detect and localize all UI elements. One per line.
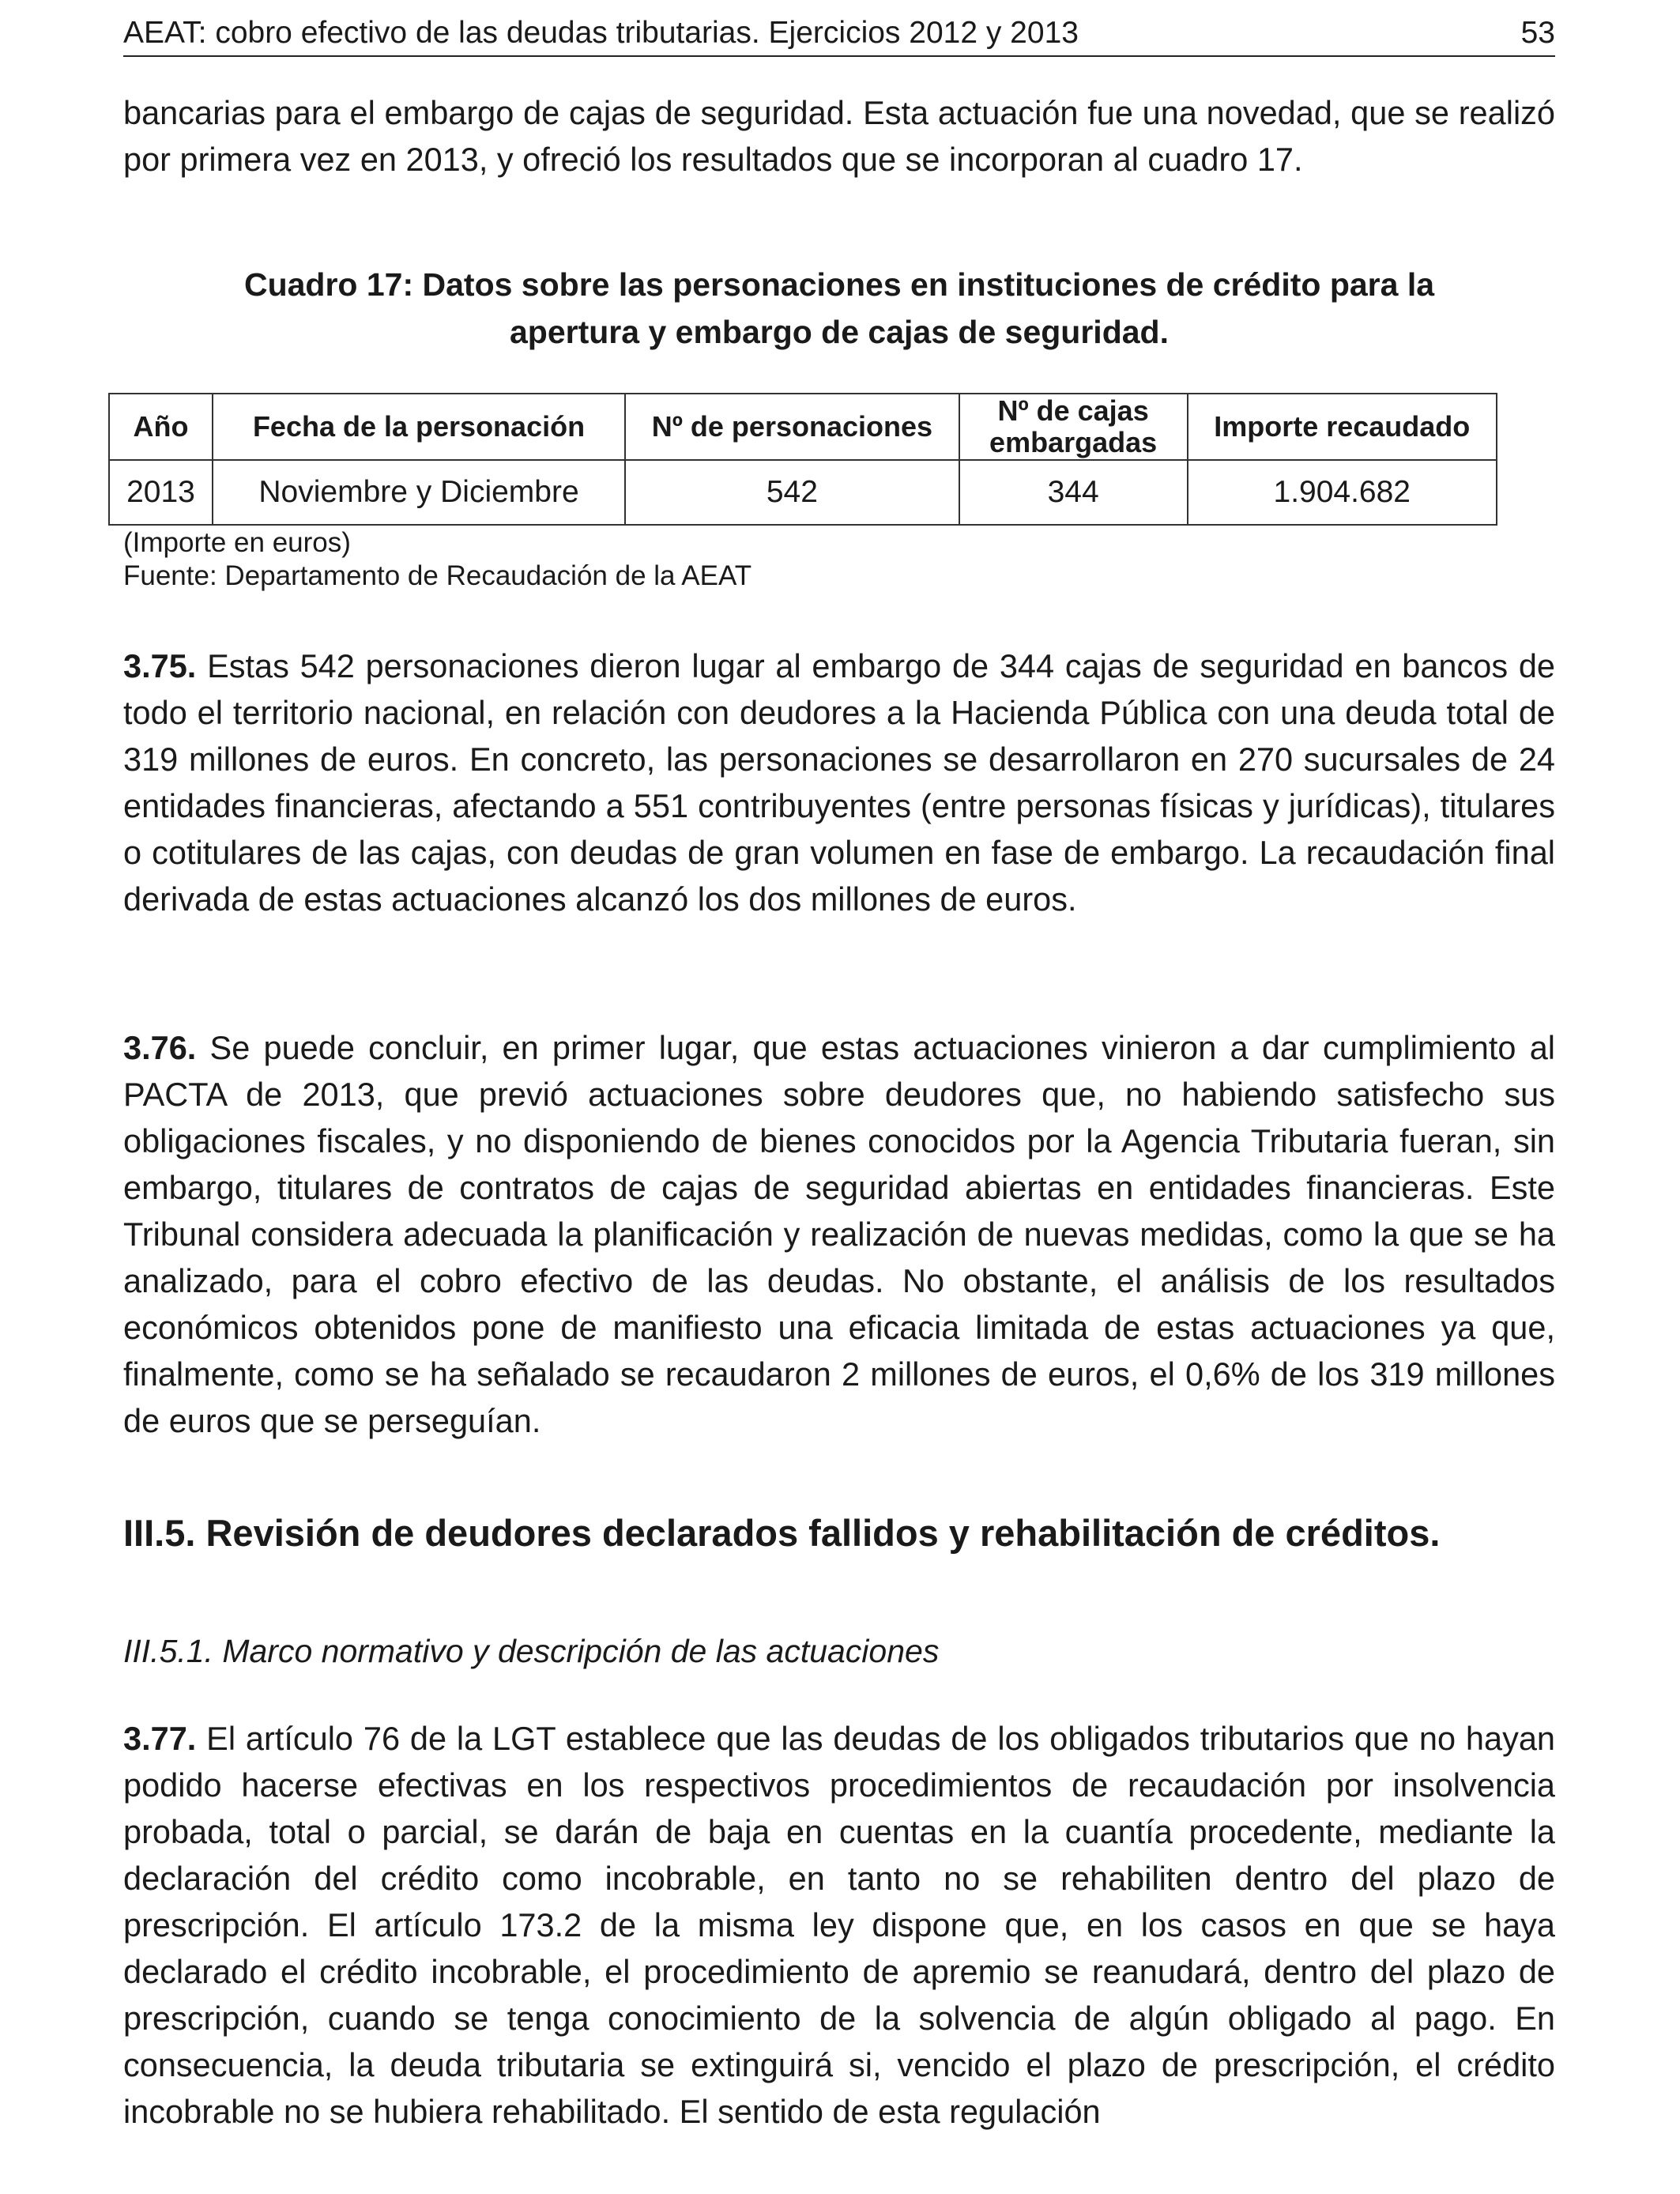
column-header-personaciones: Nº de personaciones — [625, 394, 959, 460]
page-number: 53 — [1520, 16, 1555, 50]
table-caption-line2: apertura y embargo de cajas de seguridad. — [510, 314, 1169, 350]
column-header-cajas: Nº de cajas embargadas — [959, 394, 1188, 460]
cell-personaciones: 542 — [625, 460, 959, 525]
paragraph-number: 3.75. — [123, 647, 197, 684]
cell-cajas: 344 — [959, 460, 1188, 525]
table-source-note: Fuente: Departamento de Recaudación de la AEAT — [123, 560, 752, 591]
table-caption — [123, 261, 1555, 356]
paragraph-number: 3.76. — [123, 1029, 197, 1066]
paragraph-3-77 — [123, 1715, 1555, 2135]
paragraph-text: Se puede concluir, en primer lugar, que estas actuaciones vinieron a dar cumplimiento al PACTA de 2013, que previó actuaciones sobre deudores que, no habiendo satisfecho sus obligaciones fiscales, y no disponiendo de bienes conocidos por la Agencia Tributaria fueran, sin embargo, titulares de contratos de cajas de seguridad abiertas en entidades financieras. Este Tribunal considera adecuada la planificación y realización de nuevas medidas, como la que se ha analizado, para el cobro efectivo de las deudas. No obstante, el análisis de los resultados económicos obtenidos pone de manifiesto una eficacia limitada de estas actuaciones ya que, finalmente, como se ha señalado se recaudaron 2 millones de euros, el 0,6% de los 319 millones de euros que se perseguían. — [123, 1029, 1556, 1439]
page-header — [123, 16, 1555, 57]
column-header-date: Fecha de la personación — [213, 394, 625, 460]
column-header-importe: Importe recaudado — [1188, 394, 1497, 460]
table-units-note: (Importe en euros) — [123, 527, 351, 558]
cell-importe: 1.904.682 — [1188, 460, 1497, 525]
intro-paragraph: bancarias para el embargo de cajas de seguridad. Esta actuación fue una novedad, que se realizó por primera vez en 2013, y ofreció los resultados que se incorporan al cuadro 17. — [123, 94, 1555, 178]
paragraph-3-76 — [123, 1024, 1555, 1444]
paragraph-text: Estas 542 personaciones dieron lugar al embargo de 344 cajas de seguridad en bancos de todo el territorio nacional, en relación con deudores a la Hacienda Pública con una deuda total de 319 millones de euros. En concreto, las personaciones se desarrollaron en 270 sucursales de 24 entidades financieras, afectando a 551 contribuyentes (entre personas físicas y jurídicas), titulares o cotitulares de las cajas, con deudas de gran volumen en fase de embargo. La recaudación final derivada de estas actuaciones alcanzó los dos millones de euros. — [123, 647, 1555, 918]
paragraph-3-75 — [123, 643, 1555, 922]
table-row — [109, 460, 1497, 525]
paragraph-number: 3.77. — [123, 1720, 197, 1757]
data-table — [108, 393, 1497, 526]
subsection-heading: III.5.1. Marco normativo y descripción de las actuaciones — [123, 1633, 940, 1669]
cell-date: Noviembre y Diciembre — [213, 460, 625, 525]
header-title: AEAT: cobro efectivo de las deudas tributarias. Ejercicios 2012 y 2013 — [123, 16, 1079, 50]
table-caption-line1: Cuadro 17: Datos sobre las personaciones en instituciones de crédito para la — [243, 266, 1435, 303]
table-header-row — [109, 394, 1497, 460]
column-header-year: Año — [109, 394, 213, 460]
cell-year: 2013 — [109, 460, 213, 525]
paragraph-text: El artículo 76 de la LGT establece que las deudas de los obligados tributarios que no hayan podido hacerse efectivas en los respectivos procedimientos de recaudación por insolvencia probada, total o parcial, se darán de baja en cuentas en la cuantía procedente, mediante la declaración del crédito como incobrable, en tanto no se rehabiliten dentro del plazo de prescripción. El artículo 173.2 de la misma ley dispone que, en los casos en que se haya declarado el crédito incobrable, el procedimiento de apremio se reanudará, dentro del plazo de prescripción, cuando se tenga conocimiento de la solvencia de algún obligado al pago. En consecuencia, la deuda tributaria se extinguirá si, vencido el plazo de prescripción, el crédito incobrable no se hubiera rehabilitado. El sentido de esta regulación — [123, 1720, 1556, 2130]
section-heading: III.5. Revisión de deudores declarados fallidos y rehabilitación de créditos. — [123, 1512, 1441, 1554]
